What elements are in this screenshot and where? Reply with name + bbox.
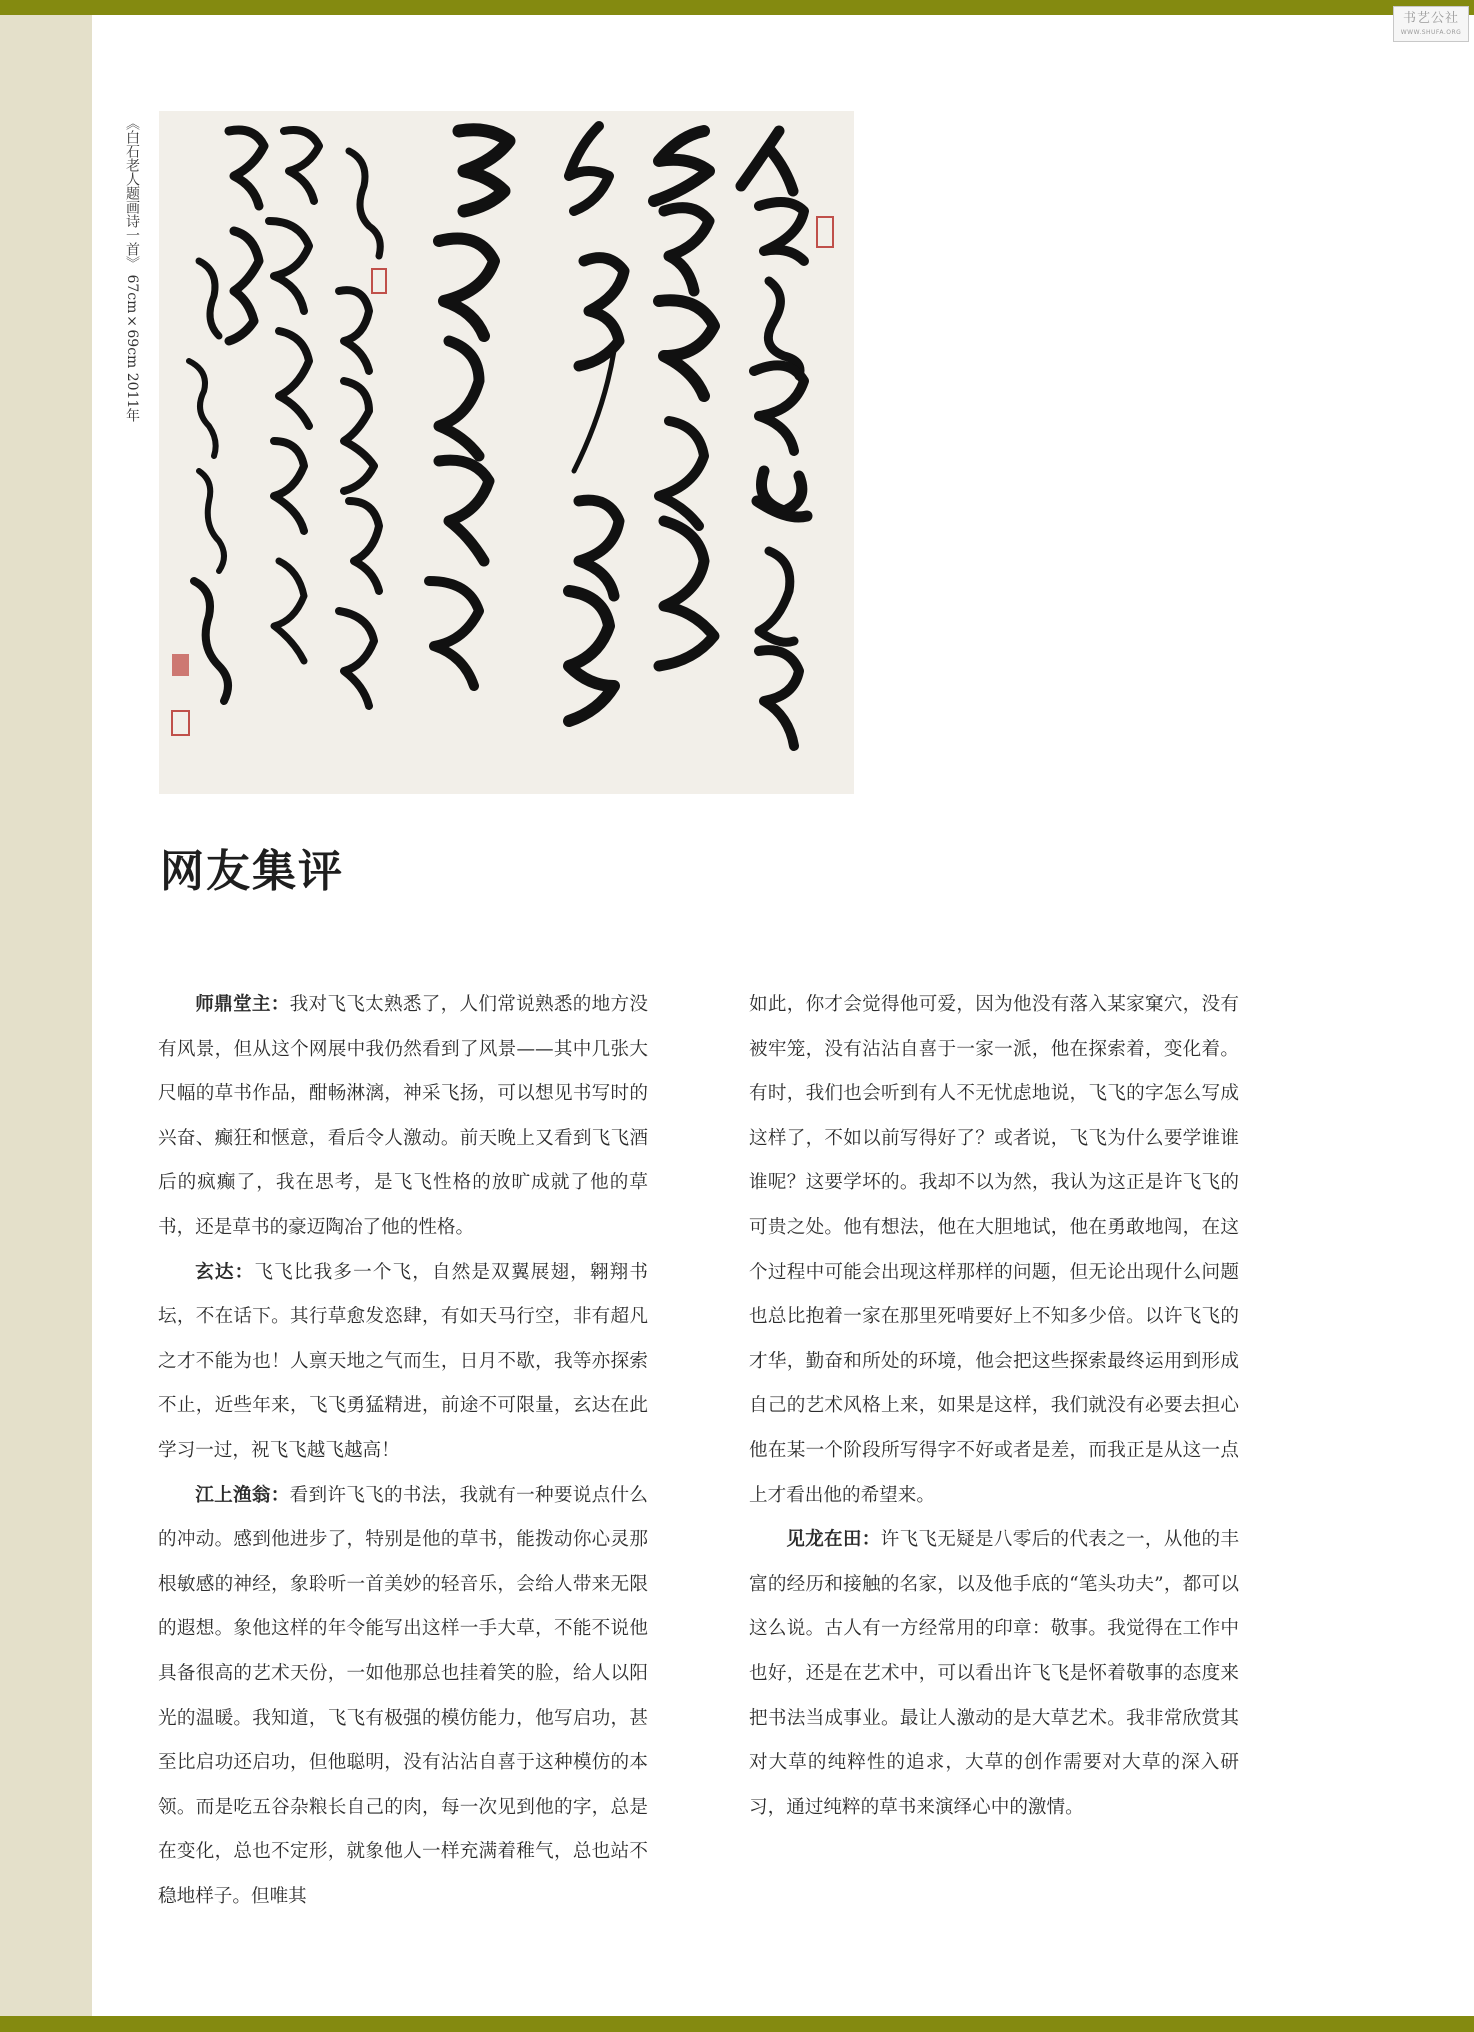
comment-text: 飞飞比我多一个飞，自然是双翼展翅，翱翔书坛，不在话下。其行草愈发恣肆，有如天马行空，非有超凡之才不能为也！人禀天地之气而生，日月不歇，我等亦探索不止，近些年来，飞飞勇猛精进，前途不可限量，玄达在此学习一过，祝飞飞越飞越高！ [158, 1261, 648, 1461]
comment-text: 我对飞飞太熟悉了，人们常说熟悉的地方没有风景，但从这个网展中我仍然看到了风景——其中几张大尺幅的草书作品，酣畅淋漓，神采飞扬，可以想见书写时的兴奋、癫狂和惬意，看后令人激动。前天晚上又看到飞飞酒后的疯癫了，我在思考，是飞飞性格的放旷成就了他的草书，还是草书的豪迈陶冶了他的性格。 [158, 994, 648, 1238]
comment-paragraph [158, 983, 648, 1251]
top-accent-bar [0, 0, 1474, 15]
site-watermark [1393, 6, 1469, 42]
watermark-text: 书艺公社 [1402, 11, 1459, 26]
comment-paragraph [158, 1474, 648, 1920]
bottom-accent-bar [0, 2016, 1474, 2032]
watermark-url: WWW.SHUFA.ORG [1400, 29, 1462, 36]
speaker-name: 江上渔翁： [195, 1484, 290, 1506]
comment-text: 看到许飞飞的书法，我就有一种要说点什么的冲动。感到他进步了，特别是他的草书，能拨动你心灵那根敏感的神经，象聆听一首美妙的轻音乐，会给人带来无限的遐想。象他这样的年令能写出这样一手大草，不能不说他具备很高的艺术天份，一如他那总也挂着笑的脸，给人以阳光的温暖。我知道，飞飞有极强的模仿能力，他写启功，甚至比启功还启功，但他聪明，没有沾沾自喜于这种模仿的本领。而是吃五谷杂粮长自己的肉，每一次见到他的字，总是在变化，总也不定形，就象他人一样充满着稚气，总也站不稳地样子。但唯其 [158, 1484, 648, 1907]
paper-background [159, 111, 854, 794]
speaker-name: 见龙在田： [786, 1529, 881, 1551]
comment-text: 如此，你才会觉得他可爱，因为他没有落入某家窠穴，没有被牢笼，没有沾沾自喜于一家一派，他在探索着，变化着。有时，我们也会听到有人不无忧虑地说，飞飞的字怎么写成这样了，不如以前写得好了？或者说，飞飞为什么要学谁谁谁呢？这要学坏的。我却不以为然，我认为这正是许飞飞的可贵之处。他有想法，他在大胆地试，他在勇敢地闯，在这个过程中可能会出现这样那样的问题，但无论出现什么问题也总比抱着一家在那里死啃要好上不知多少倍。以许飞飞的才华，勤奋和所处的环境，他会把这些探索最终运用到形成自己的艺术风格上来，如果是这样，我们就没有必要去担心他在某一个阶段所写得字不好或者是差，而我正是从这一点上才看出他的希望来。 [749, 994, 1239, 1506]
section-heading: 网友集评 [160, 846, 344, 897]
left-text-column [158, 983, 648, 1919]
calligraphy-drawing [159, 111, 854, 794]
artwork-caption: 《白石老人题画诗一首》 67cm×69cm 2011年 [124, 116, 140, 423]
comment-paragraph [749, 1518, 1239, 1830]
speaker-name: 玄达： [195, 1261, 255, 1283]
right-text-column [749, 983, 1239, 1830]
calligraphy-artwork [159, 111, 854, 794]
comment-paragraph-continued [749, 983, 1239, 1518]
comment-paragraph [158, 1251, 648, 1474]
left-side-band [0, 15, 92, 2016]
comment-text: 许飞飞无疑是八零后的代表之一，从他的丰富的经历和接触的名家，以及他手底的“笔头功夫”，都可以这么说。古人有一方经常用的印章：敬事。我觉得在工作中也好，还是在艺术中，可以看出许飞飞是怀着敬事的态度来把书法当成事业。最让人激动的是大草艺术。我非常欣赏其对大草的纯粹性的追求，大草的创作需要对大草的深入研习，通过纯粹的草书来演绎心中的激情。 [749, 1529, 1239, 1818]
speaker-name: 师鼎堂主： [195, 994, 290, 1015]
